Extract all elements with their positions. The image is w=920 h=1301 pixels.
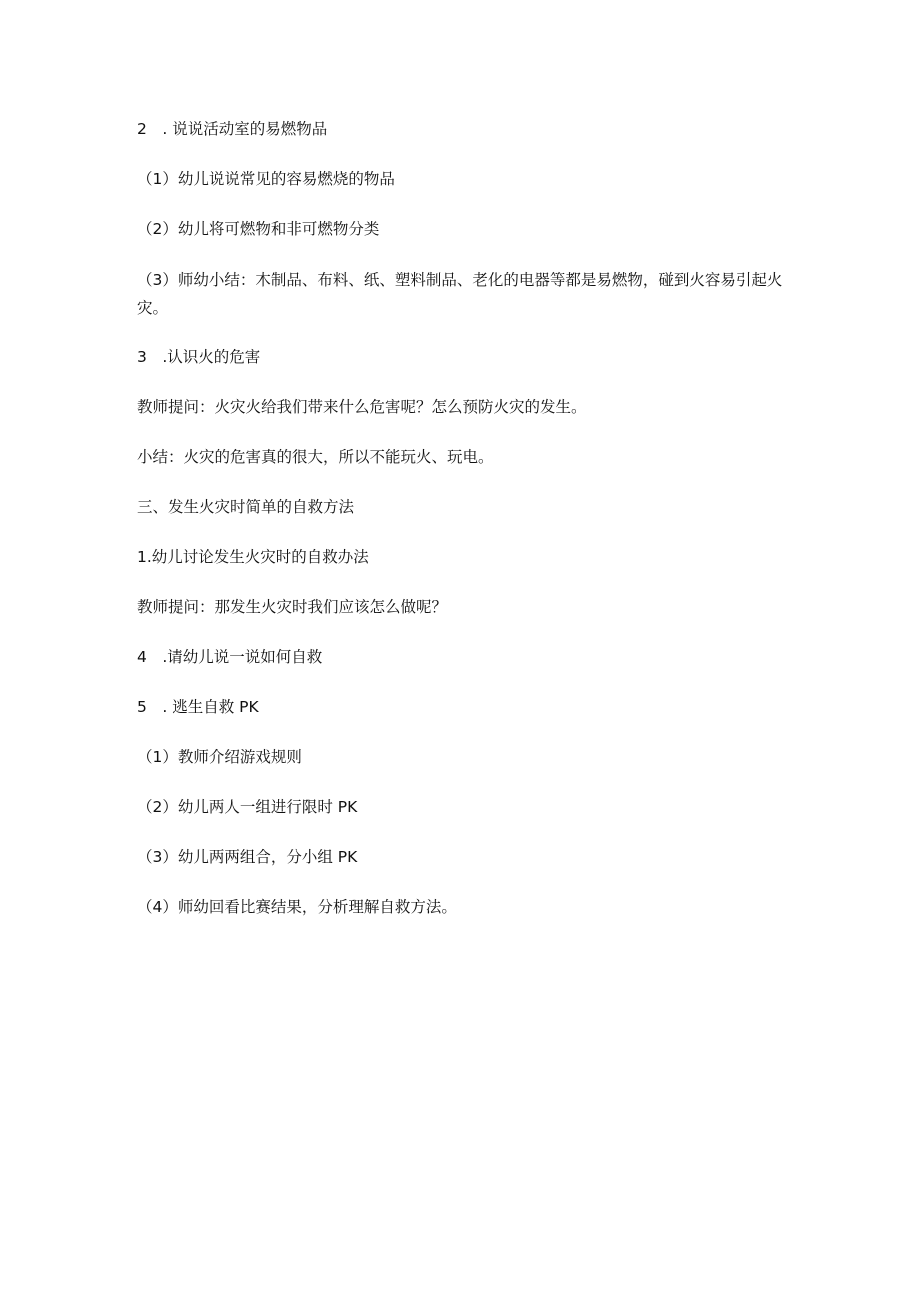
sub-item-5-1: （1）教师介绍游戏规则 [137, 748, 302, 766]
heading-item-1: 1.幼儿讨论发生火灾时的自救办法 [137, 548, 369, 566]
summary-1: 小结：火灾的危害真的很大，所以不能玩火、玩电。 [137, 448, 494, 466]
sub-item-5-2: （2）幼儿两人一组进行限时 PK [137, 798, 358, 816]
heading-item-4: 4 .请幼儿说一说如何自救 [137, 648, 323, 666]
heading-item-2: 2 . 说说活动室的易燃物品 [137, 120, 328, 138]
teacher-question-2: 教师提问：那发生火灾时我们应该怎么做呢？ [137, 598, 448, 616]
sub-item-5-4: （4）师幼回看比赛结果，分析理解自救方法。 [137, 898, 457, 916]
section-heading-3: 三、发生火灾时简单的自救方法 [137, 498, 355, 516]
document-body [137, 116, 797, 944]
teacher-question-1: 教师提问：火灾火给我们带来什么危害呢？怎么预防火灾的发生。 [137, 398, 587, 416]
sub-item-2-2: （2）幼儿将可燃物和非可燃物分类 [137, 220, 380, 238]
sub-item-2-1: （1）幼儿说说常见的容易燃烧的物品 [137, 170, 395, 188]
sub-item-2-3: （3）师幼小结：木制品、布料、纸、塑料制品、老化的电器等都是易燃物，碰到火容易引起火灾。 [137, 271, 783, 317]
heading-item-5: 5 . 逃生自救 PK [137, 698, 259, 716]
sub-item-5-3: （3）幼儿两两组合，分小组 PK [137, 848, 358, 866]
heading-item-3: 3 .认识火的危害 [137, 348, 261, 366]
